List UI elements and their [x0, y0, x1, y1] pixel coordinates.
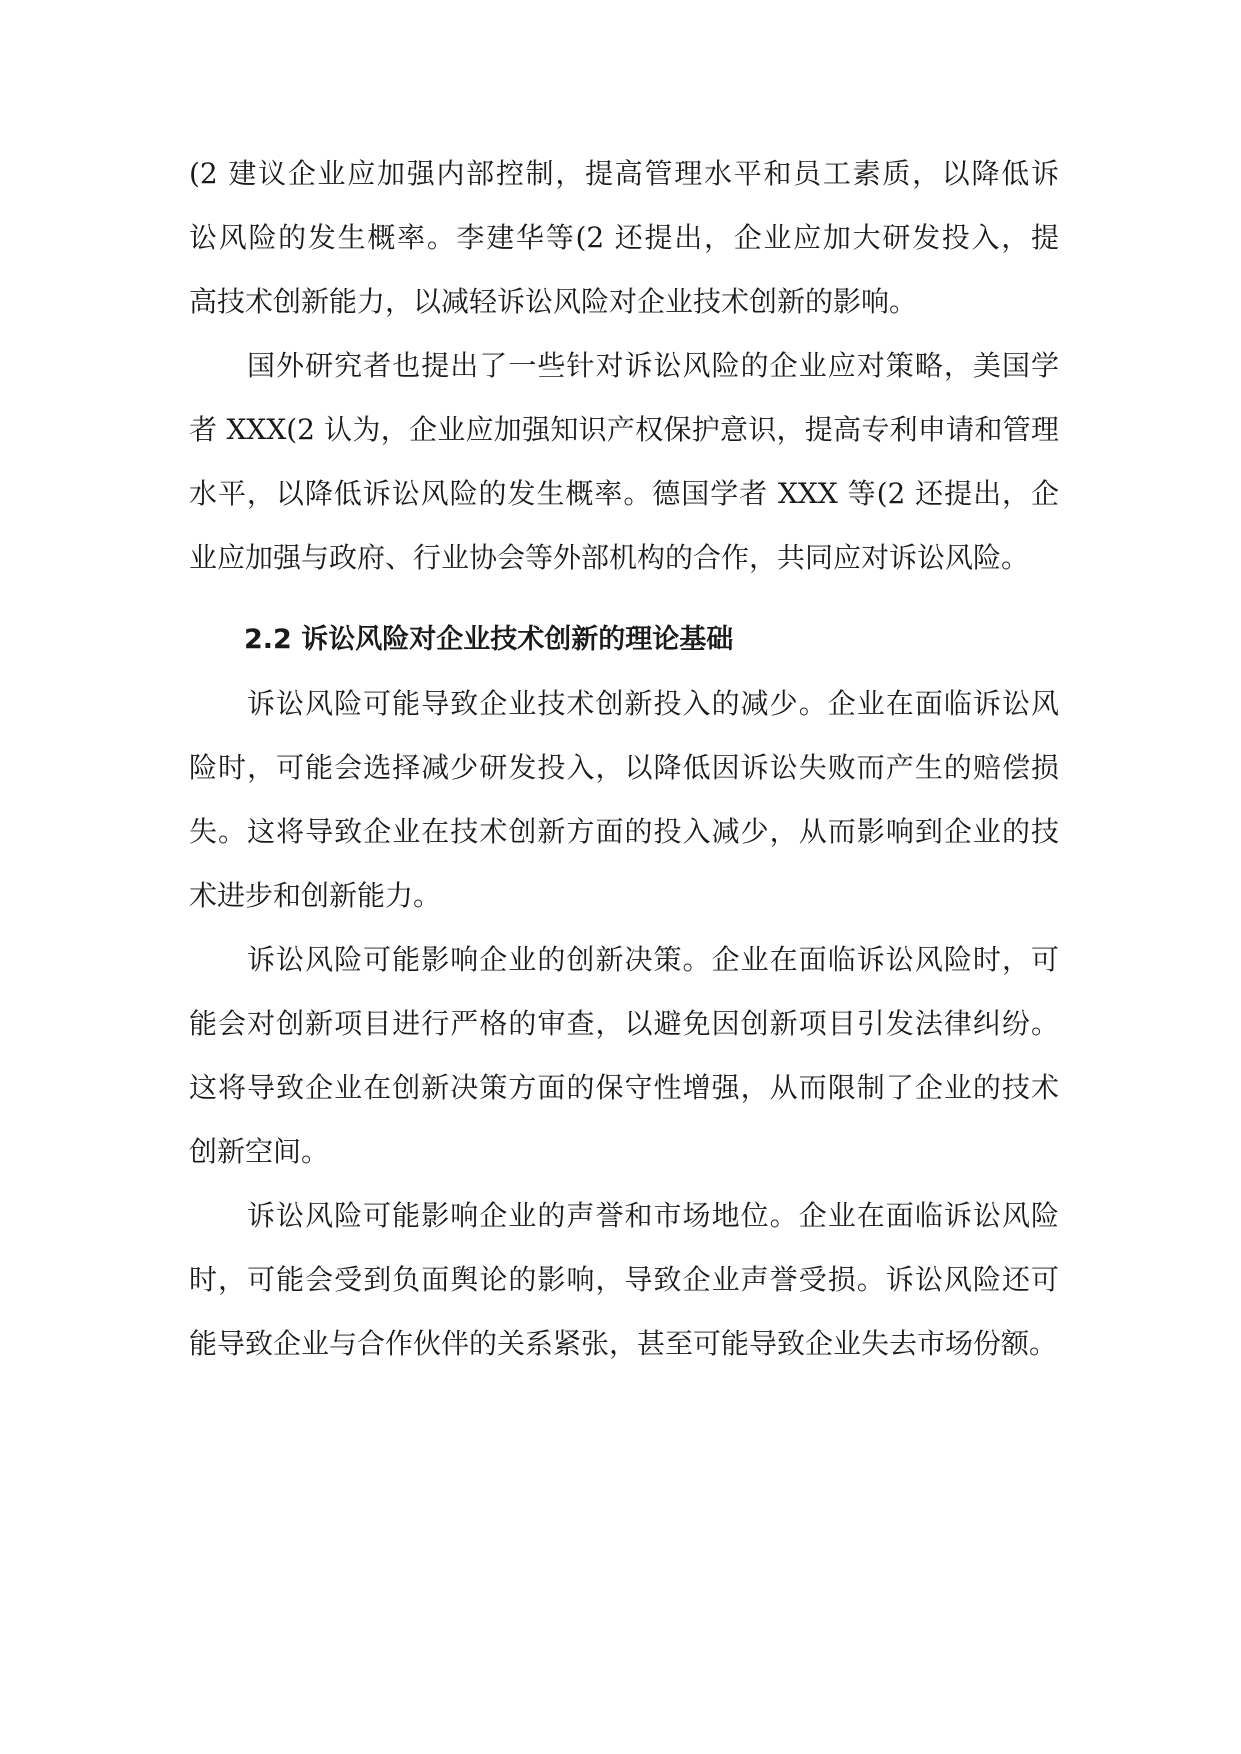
paragraph-2 — [189, 334, 1059, 590]
paragraph-line: 诉讼风险可能影响企业的创新决策。企业在面临诉讼风险时，可 — [247, 943, 1059, 976]
section-paragraph-1 — [189, 672, 1059, 928]
paragraph-line: 水平，以降低诉讼风险的发生概率。德国学者 XXX 等(2 还提出，企 — [189, 477, 1059, 510]
paragraph-line: 失。这将导致企业在技术创新方面的投入减少，从而影响到企业的技 — [189, 815, 1059, 848]
paragraph-line: 业应加强与政府、行业协会等外部机构的合作，共同应对诉讼风险。 — [189, 541, 1030, 574]
paragraph-line: 高技术创新能力，以减轻诉讼风险对企业技术创新的影响。 — [189, 285, 918, 318]
paragraph-line: 国外研究者也提出了一些针对诉讼风险的企业应对策略，美国学 — [247, 349, 1059, 382]
paragraph-line: 诉讼风险可能影响企业的声誉和市场地位。企业在面临诉讼风险 — [247, 1199, 1059, 1232]
spacer — [189, 590, 1059, 608]
paragraph-line: 术进步和创新能力。 — [189, 879, 442, 912]
section-paragraph-2 — [189, 928, 1059, 1184]
paragraph-line: 者 XXX(2 认为，企业应加强知识产权保护意识，提高专利申请和管理 — [189, 413, 1059, 446]
paragraph-line: 能导致企业与合作伙伴的关系紧张，甚至可能导致企业失去市场份额。 — [189, 1327, 1058, 1360]
section-heading: 2.2 诉讼风险对企业技术创新的理论基础 — [244, 624, 734, 655]
paragraph-line: 时，可能会受到负面舆论的影响，导致企业声誉受损。诉讼风险还可 — [189, 1263, 1059, 1296]
paragraph-line: 这将导致企业在创新决策方面的保守性增强，从而限制了企业的技术 — [189, 1071, 1059, 1104]
paragraph-line: 诉讼风险可能导致企业技术创新投入的减少。企业在面临诉讼风 — [247, 687, 1059, 720]
paragraph-line: (2 建议企业应加强内部控制，提高管理水平和员工素质，以降低诉 — [189, 157, 1059, 190]
paragraph-line: 能会对创新项目进行严格的审查，以避免因创新项目引发法律纠纷。 — [189, 1007, 1059, 1040]
section-paragraph-3 — [189, 1184, 1059, 1376]
paragraph-line: 讼风险的发生概率。李建华等(2 还提出，企业应加大研发投入，提 — [189, 221, 1059, 254]
page-content — [189, 142, 1059, 1376]
paragraph-1 — [189, 142, 1059, 334]
paragraph-line: 险时，可能会选择减少研发投入，以降低因诉讼失败而产生的赔偿损 — [189, 751, 1059, 784]
paragraph-line: 创新空间。 — [189, 1135, 330, 1168]
